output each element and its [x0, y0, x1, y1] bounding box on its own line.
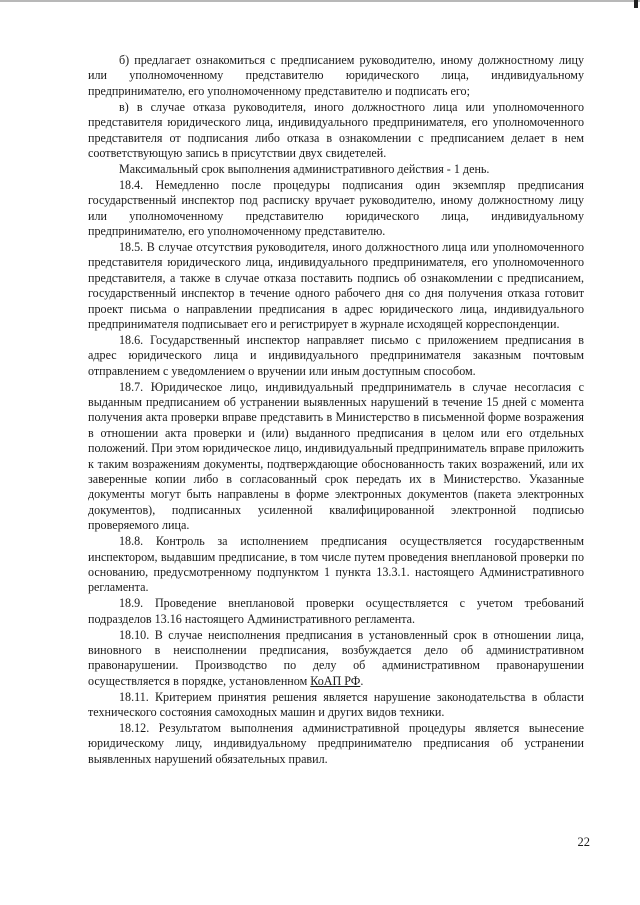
page-number: 22	[577, 835, 590, 849]
paragraph-v: в) в случае отказа руководителя, иного должностного лица или уполномоченного представителя юридического лица, индивидуального предпринимателя, его уполномоченного представителя от подписания либо отказа в ознакомлении с предписанием делает в нем соответствующую запись в присутствии двух свидетелей.	[88, 99, 584, 160]
paragraph-18-4: 18.4. Немедленно после процедуры подписания один экземпляр предписания государственный инспектор под расписку вручает руководителю, иному должностному лицу или уполномоченному представителю юридического лица, индивидуальному предпринимателю, его уполномоченному представителю.	[88, 177, 584, 238]
paragraph-18-10	[88, 628, 584, 690]
paragraph-max-term: Максимальный срок выполнения административного действия - 1 день.	[119, 161, 490, 176]
paragraph-18-9: 18.9. Проведение внеплановой проверки осуществляется с учетом требований подразделов 13.16 настоящего Административного регламента.	[88, 596, 584, 626]
paragraph-18-6: 18.6. Государственный инспектор направляет письмо с приложением предписания в адрес юридического лица и индивидуального предпринимателя заказным почтовым отправлением с уведомлением о вручении или иным доступным способом.	[88, 332, 584, 378]
document-page	[88, 53, 584, 767]
paragraph-b: б) предлагает ознакомиться с предписанием руководителю, иному должностному лицу или уполномоченному представителю юридического лица, индивидуальному предпринимателю, его уполномоченному представителю и подписать его;	[88, 53, 584, 98]
paragraph-18-5: 18.5. В случае отсутствия руководителя, иного должностного лица или уполномоченного представителя юридического лица, индивидуального предпринимателя, его уполномоченного представителя, а также в случае отказа поставить подпись об ознакомлении с предписанием, государственный инспектор в течение одного рабочего дня со дня получения отказа готовит проект письма о направлении предписания в адрес юридического лица, индивидуального предпринимателя подписывает его и регистрирует в журнале исходящей корреспонденции.	[88, 239, 584, 331]
paragraph-18-10-text: 18.10. В случае неисполнения предписания в установленный срок в отношении лица, виновного в неисполнении предписания, возбуждается дело об административном правонарушении. Производство по делу об административном правонарушении осуществляется в порядке, установленном	[88, 627, 584, 688]
paragraph-18-8: 18.8. Контроль за исполнением предписания осуществляется государственным инспектором, выдавшим предписание, в том числе путем проведения внеплановой проверки по основанию, предусмотренному подпунктом 1 пункта 13.3.1. настоящего Административного регламента.	[88, 534, 584, 595]
scan-top-edge	[0, 0, 640, 2]
koap-link[interactable]: КоАП РФ	[310, 673, 361, 688]
paragraph-18-7: 18.7. Юридическое лицо, индивидуальный предприниматель в случае несогласия с выданным предписанием об устранении выявленных нарушений в течение 15 дней с момента получения акта проверки вправе представить в Министерство в письменной форме возражения в отношении акта проверки и (или) выданного предписания в целом или его отдельных положений. При этом юридическое лицо, индивидуальный предприниматель вправе приложить к таким возражениям документы, подтверждающие обоснованность таких возражений, или их заверенные копии либо в согласованный срок передать их в Министерство. Указанные документы могут быть направлены в форме электронных документов (пакета электронных документов), подписанных усиленной квалифицированной электронной подписью проверяемого лица.	[88, 379, 584, 533]
paragraph-18-10-end: .	[360, 673, 364, 688]
scan-corner-mark	[634, 0, 638, 8]
paragraph-18-12: 18.12. Результатом выполнения административной процедуры является вынесение юридическому лицу, индивидуальному предпринимателю предписания об устранении выявленных нарушений обязательных правил.	[88, 720, 584, 766]
paragraph-18-11: 18.11. Критерием принятия решения является нарушение законодательства в области технического состояния самоходных машин и других видов техники.	[88, 689, 584, 720]
